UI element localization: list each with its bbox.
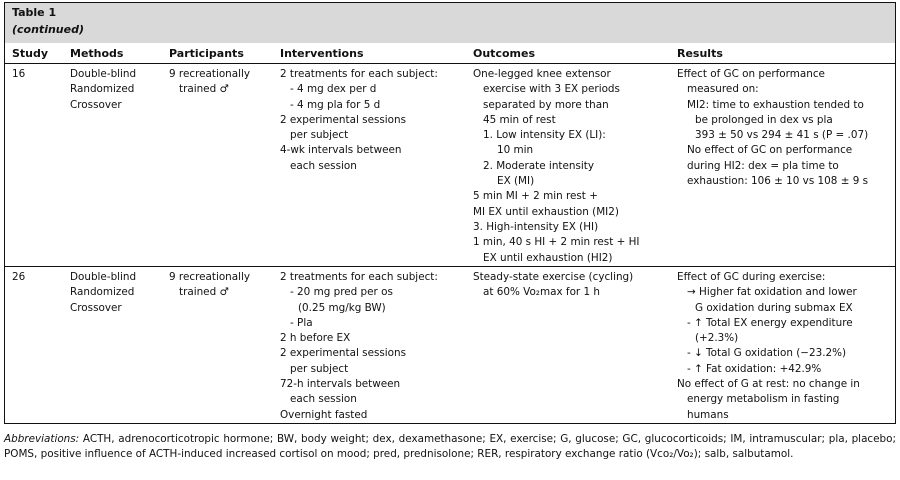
results-line: No effect of GC on performance [687,144,853,157]
results-line: No effect of G at rest: no change in [677,378,860,391]
footnote-label: Abbreviations: [4,433,80,445]
methods-line: Crossover [70,98,122,111]
interventions-line: 72-h intervals between [280,378,401,391]
results-line: humans [687,408,729,421]
header-outcomes: Outcomes [473,47,535,60]
interventions-line: each session [290,159,357,172]
outcomes-line: 1 min, 40 s HI + 2 min rest + HI [473,236,640,249]
results-line: measured on: [687,83,759,96]
interventions-line: - 4 mg pla for 5 d [290,98,381,111]
results-line: exhaustion: 106 ± 10 vs 108 ± 9 s [687,175,869,188]
header-study: Study [12,47,49,60]
methods-line: Double-blind [70,271,137,283]
results-line: MI2: time to exhaustion tended to [687,98,864,111]
cell-study: 16 [12,68,26,80]
cell-interventions [280,67,438,174]
header-results: Results [677,47,723,60]
cell-outcomes [473,270,633,301]
table-title-bar [5,3,895,43]
header-methods: Methods [70,47,124,60]
methods-line: Randomized [70,83,135,96]
results-line: 393 ± 50 vs 294 ± 41 s (P = .07) [695,129,869,142]
interventions-line: 2 treatments for each subject: [280,68,438,80]
footnote-text: ACTH, adrenocorticotropic hormone; BW, body weight; dex, dexamethasone; EX, exercise; G, glucose; GC, glucocorticoids; IM, intramuscular; pla, placebo; POMS, positive influence of ACTH-induced increased cortisol on mood; pred, prednisolone; RER, respiratory exchange ratio (Vco₂/Vo₂); salb, salbutamol. [4,433,896,461]
table-title: Table 1 [12,6,57,19]
interventions-line: per subject [290,362,349,375]
header-interventions: Interventions [280,47,364,60]
outcomes-line: EX until exhaustion (HI2) [483,251,613,264]
outcomes-line: 5 min MI + 2 min rest + [473,190,598,203]
results-line: during HI2: dex = pla time to [687,159,839,172]
participants-line: 9 recreationally [169,271,251,283]
cell-participants [169,67,250,98]
row-divider [5,266,895,267]
outcomes-line: EX (MI) [497,175,535,188]
cell-outcomes [473,67,639,266]
outcomes-line: One-legged knee extensor [473,68,611,80]
interventions-line: Overnight fasted [280,408,368,421]
outcomes-line: separated by more than [483,98,609,111]
outcomes-line: exercise with 3 EX periods [483,83,620,96]
outcomes-line: 45 min of rest [483,113,556,126]
abbreviations-footnote [4,432,896,463]
interventions-line: - Pla [290,316,313,329]
outcomes-line: 1. Low intensity EX (LI): [483,129,606,142]
cell-interventions [280,270,438,423]
interventions-line: 2 h before EX [280,332,351,345]
results-line: → Higher fat oxidation and lower [687,286,857,299]
outcomes-line: 2. Moderate intensity [483,159,594,172]
interventions-line: 2 experimental sessions [280,113,407,126]
results-line: energy metabolism in fasting [687,393,840,406]
results-line: be prolonged in dex vs pla [695,113,833,126]
cell-methods [70,67,136,113]
cell-study: 26 [12,271,26,283]
interventions-line: - 20 mg pred per os [290,286,393,299]
participants-line: trained ♂ [179,286,229,299]
results-line: - ↑ Total EX energy expenditure [687,316,853,329]
cell-results [677,67,868,189]
interventions-line: 4-wk intervals between [280,144,402,157]
cell-participants [169,270,250,301]
results-line: - ↓ Total G oxidation (−23.2%) [687,347,847,360]
interventions-line: (0.25 mg/kg BW) [298,301,386,314]
header-divider [5,63,895,64]
outcomes-line: MI EX until exhaustion (MI2) [473,205,619,218]
results-line: - ↑ Fat oxidation: +42.9% [687,362,822,375]
methods-line: Crossover [70,301,122,314]
results-line: (+2.3%) [695,332,739,345]
interventions-line: 2 experimental sessions [280,347,407,360]
results-line: Effect of GC on performance [677,68,825,80]
results-line: Effect of GC during exercise: [677,271,826,283]
interventions-line: each session [290,393,357,406]
results-line: G oxidation during submax EX [695,301,853,314]
methods-line: Randomized [70,286,135,299]
cell-results [677,270,860,423]
outcomes-line: at 60% Vo₂max for 1 h [483,286,600,299]
table-frame [4,2,896,424]
outcomes-line: 3. High-intensity EX (HI) [473,220,599,233]
interventions-line: 2 treatments for each subject: [280,271,438,283]
participants-line: trained ♂ [179,83,229,96]
interventions-line: - 4 mg dex per d [290,83,377,96]
cell-methods [70,270,136,316]
outcomes-line: 10 min [497,144,534,157]
interventions-line: per subject [290,129,349,142]
table-subtitle: (continued) [12,23,84,36]
outcomes-line: Steady-state exercise (cycling) [473,271,634,283]
methods-line: Double-blind [70,68,137,80]
header-participants: Participants [169,47,244,60]
participants-line: 9 recreationally [169,68,251,80]
